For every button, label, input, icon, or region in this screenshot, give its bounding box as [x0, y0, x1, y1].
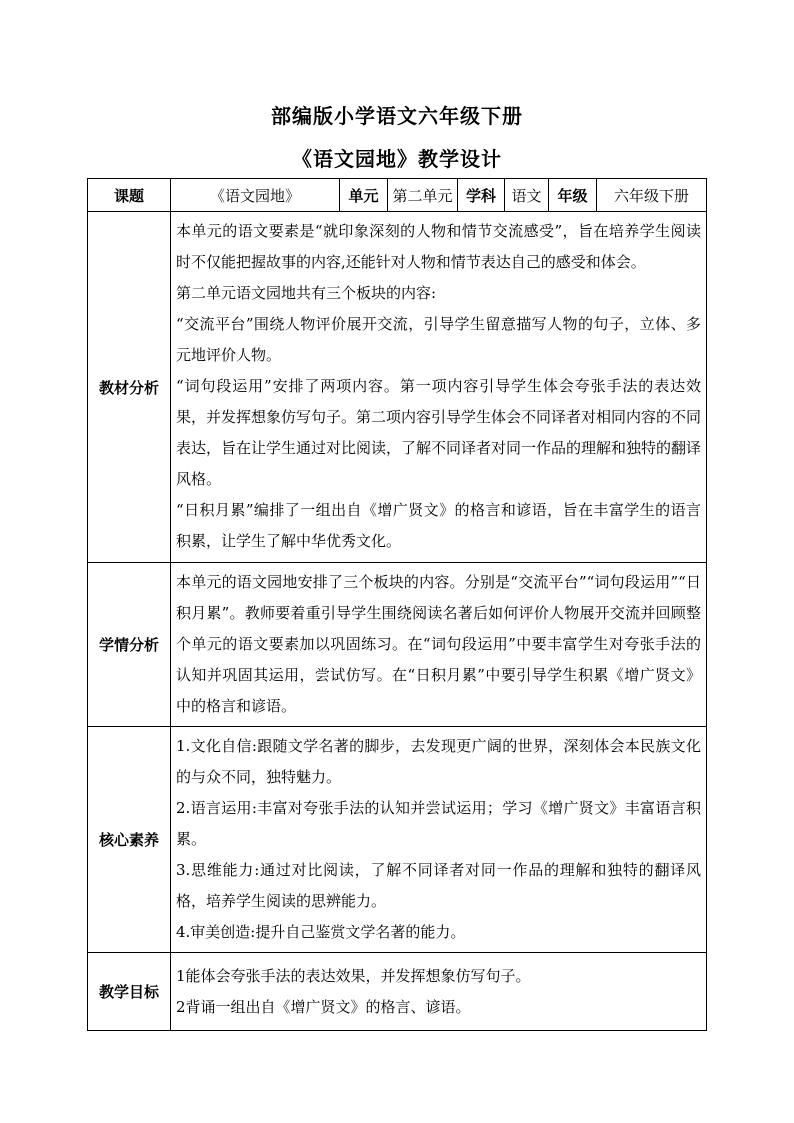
- section-content: [171, 727, 707, 953]
- section-label: 教学目标: [88, 953, 171, 1031]
- section-paragraph: 本单元的语文要素是“就印象深刻的人物和情节交流感受”，旨在培养学生阅读时不仅能把握故事的内容,还能针对人物和情节表达自己的感受和体会。: [176, 222, 701, 271]
- header-row: [88, 179, 707, 212]
- section-row-student-analysis: [88, 563, 707, 727]
- section-paragraph: “交流平台”围绕人物评价展开交流，引导学生留意描写人物的句子，立体、多元地评价人物。: [176, 315, 701, 364]
- section-paragraph: 4.审美创造:提升自己鉴赏文学名著的能力。: [176, 923, 466, 941]
- subject-value: 语文: [505, 179, 549, 212]
- topic-value: 《语文园地》: [171, 179, 340, 212]
- section-paragraph: 本单元的语文园地安排了三个板块的内容。分别是“交流平台”“词句段运用”“日积月累”。教师要着重引导学生围绕阅读名著后如何评价人物展开交流并回顾整个单元的语文要素加以巩固练习。在“词句段运用”中要丰富学生对夸张手法的认知并巩固其运用，尝试仿写。在“日积月累”中要引导学生积累《增广贤文》中的格言和谚语。: [176, 573, 701, 715]
- section-row-core-competencies: [88, 727, 707, 953]
- section-paragraph: 3.思维能力:通过对比阅读，了解不同译者对同一作品的理解和独特的翻译风格，培养学生阅读的思辨能力。: [176, 861, 701, 910]
- section-row-textbook-analysis: [88, 212, 707, 563]
- section-paragraph: 第二单元语文园地共有三个板块的内容:: [176, 284, 437, 302]
- lesson-plan-table: [87, 178, 707, 1031]
- section-content: [171, 212, 707, 563]
- document-title: 部编版小学语文六年级下册: [271, 104, 523, 128]
- section-paragraph: 1能体会夸张手法的表达效果，并发挥想象仿写句子。: [176, 967, 531, 985]
- section-content: [171, 953, 707, 1031]
- unit-value: 第二单元: [388, 179, 458, 212]
- section-content: [171, 563, 707, 727]
- section-label: 教材分析: [88, 212, 171, 563]
- grade-value: 六年级下册: [597, 179, 707, 212]
- section-row-teaching-objectives: [88, 953, 707, 1031]
- section-paragraph: 1.文化自信:跟随文学名著的脚步，去发现更广阔的世界，深刻体会本民族文化的与众不同，独特魅力。: [176, 737, 701, 786]
- subject-label: 学科: [458, 179, 505, 212]
- section-paragraph: “日积月累”编排了一组出自《增广贤文》的格言和谚语，旨在丰富学生的语言积累，让学生了解中华优秀文化。: [176, 501, 701, 550]
- document-subtitle: 《语文园地》教学设计: [292, 147, 502, 171]
- grade-label: 年级: [549, 179, 597, 212]
- section-paragraph: 2.语言运用:丰富对夸张手法的认知并尝试运用；学习《增广贤文》丰富语言积累。: [176, 799, 701, 848]
- unit-label: 单元: [340, 179, 388, 212]
- section-label: 学情分析: [88, 563, 171, 727]
- section-label: 核心素养: [88, 727, 171, 953]
- section-paragraph: 2背诵一组出自《增广贤文》的格言、谚语。: [176, 998, 471, 1016]
- topic-label: 课题: [88, 179, 171, 212]
- section-paragraph: “词句段运用”安排了两项内容。第一项内容引导学生体会夸张手法的表达效果，并发挥想象仿写句子。第二项内容引导学生体会不同译者对相同内容的不同表达，旨在让学生通过对比阅读，了解不同译者对同一作品的理解和独特的翻译风格。: [176, 377, 702, 488]
